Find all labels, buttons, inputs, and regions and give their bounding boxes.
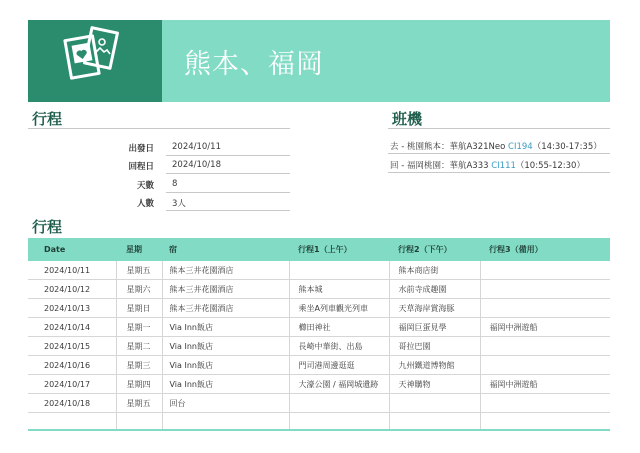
page-title: 熊本、福岡	[184, 49, 324, 80]
flights-heading: 班機	[392, 110, 423, 128]
schedule-table	[28, 238, 610, 431]
table-row	[28, 280, 610, 299]
table-cell[interactable]	[289, 394, 389, 413]
table-row	[28, 318, 610, 337]
table-cell[interactable]: 回台	[162, 394, 289, 413]
flight-outbound-time: （14:30-17:35）	[532, 142, 602, 152]
table-header-row	[28, 238, 610, 261]
flight-return-code[interactable]: CI111	[491, 161, 516, 171]
table-cell[interactable]	[480, 337, 610, 356]
table-cell[interactable]: 星期三	[116, 356, 162, 375]
flight-outbound-code[interactable]: CI194	[508, 142, 533, 152]
field-return-value: 2024/10/18	[172, 160, 221, 170]
field-departure-label: 出發日	[128, 144, 154, 154]
table-cell[interactable]: 門司港周邊逛逛	[289, 356, 389, 375]
field-people-value: 3人	[172, 199, 186, 209]
table-row	[28, 394, 610, 413]
header-banner	[28, 20, 610, 102]
table-cell[interactable]	[289, 261, 389, 280]
table-cell[interactable]: 星期五	[116, 261, 162, 280]
flight-return-route: 回 - 福岡桃園：華航A333	[390, 161, 492, 171]
table-cell[interactable]: 乘坐A列車觀光列車	[289, 299, 389, 318]
table-cell[interactable]	[480, 356, 610, 375]
table-cell[interactable]: 2024/10/15	[28, 337, 116, 356]
table-cell[interactable]	[116, 413, 162, 431]
table-cell[interactable]	[480, 299, 610, 318]
table-cell[interactable]	[480, 394, 610, 413]
table-cell[interactable]: 星期四	[116, 375, 162, 394]
table-cell[interactable]: 大濠公園 / 福岡城遺跡	[289, 375, 389, 394]
table-cell[interactable]: 熊本三井花園酒店	[162, 299, 289, 318]
photos-icon	[28, 20, 162, 102]
table-cell[interactable]: 福岡中洲遊船	[480, 318, 610, 337]
table-cell[interactable]: 2024/10/18	[28, 394, 116, 413]
field-departure-value: 2024/10/11	[172, 142, 221, 152]
table-cell[interactable]: Via Inn飯店	[162, 318, 289, 337]
table-cell[interactable]: 星期日	[116, 299, 162, 318]
table-cell[interactable]: 櫛田神社	[289, 318, 389, 337]
schedule-heading: 行程	[32, 218, 63, 236]
flight-underline	[388, 153, 610, 154]
table-row	[28, 413, 610, 431]
header-icon-panel	[28, 20, 162, 102]
table-cell[interactable]: Via Inn飯店	[162, 356, 289, 375]
table-cell[interactable]: 2024/10/12	[28, 280, 116, 299]
table-cell[interactable]: 天草海岸賞海豚	[389, 299, 480, 318]
table-cell[interactable]: 星期一	[116, 318, 162, 337]
column-header-lodging: 宿	[162, 238, 289, 261]
field-people-label: 人數	[136, 199, 154, 209]
flight-outbound	[390, 140, 602, 152]
field-days-label: 天數	[136, 181, 154, 191]
table-bottom-border	[28, 429, 610, 431]
table-cell[interactable]	[480, 413, 610, 431]
table-cell[interactable]: 2024/10/14	[28, 318, 116, 337]
flight-return	[390, 159, 585, 171]
table-row	[28, 337, 610, 356]
table-cell[interactable]: 長崎中華街、出島	[289, 337, 389, 356]
table-cell[interactable]: Via Inn飯店	[162, 337, 289, 356]
table-cell[interactable]: 熊本三井花園酒店	[162, 261, 289, 280]
table-cell[interactable]: 熊本商店街	[389, 261, 480, 280]
itinerary-heading: 行程	[32, 110, 63, 128]
table-cell[interactable]	[480, 261, 610, 280]
table-cell[interactable]: 2024/10/17	[28, 375, 116, 394]
column-header-plan2: 行程2（下午）	[389, 238, 480, 261]
table-row	[28, 375, 610, 394]
table-cell[interactable]: 天神購物	[389, 375, 480, 394]
table-cell[interactable]: 福岡巨蛋見學	[389, 318, 480, 337]
column-header-date: Date	[28, 238, 116, 261]
table-cell[interactable]	[389, 394, 480, 413]
field-underline	[166, 155, 290, 156]
flight-underline	[388, 172, 610, 173]
table-cell[interactable]: 九州鐵道博物館	[389, 356, 480, 375]
table-cell[interactable]: 熊本三井花園酒店	[162, 280, 289, 299]
flight-return-time: （10:55-12:30）	[515, 161, 585, 171]
field-underline	[166, 210, 290, 211]
table-cell[interactable]: 熊本城	[289, 280, 389, 299]
field-days-value: 8	[172, 179, 178, 189]
column-header-plan1: 行程1（上午）	[289, 238, 389, 261]
table-cell[interactable]: 2024/10/16	[28, 356, 116, 375]
field-return-label: 回程日	[128, 162, 154, 172]
table-cell[interactable]: Via Inn飯店	[162, 375, 289, 394]
table-row	[28, 356, 610, 375]
table-cell[interactable]	[389, 413, 480, 431]
field-underline	[166, 173, 290, 174]
flight-outbound-route: 去 - 桃園熊本：華航A321Neo	[390, 142, 509, 152]
table-cell[interactable]	[480, 280, 610, 299]
table-row	[28, 261, 610, 280]
itinerary-heading-underline	[28, 128, 290, 129]
table-cell[interactable]	[162, 413, 289, 431]
field-underline	[166, 192, 290, 193]
table-cell[interactable]: 星期六	[116, 280, 162, 299]
table-row	[28, 299, 610, 318]
flights-heading-underline	[388, 128, 610, 129]
table-cell[interactable]: 福岡中洲遊船	[480, 375, 610, 394]
table-cell[interactable]	[289, 413, 389, 431]
table-cell[interactable]: 2024/10/11	[28, 261, 116, 280]
table-cell[interactable]: 星期二	[116, 337, 162, 356]
table-cell[interactable]	[28, 413, 116, 431]
column-header-weekday: 星期	[116, 238, 162, 261]
table-cell[interactable]: 2024/10/13	[28, 299, 116, 318]
column-header-plan3: 行程3（備用）	[480, 238, 610, 261]
table-cell[interactable]: 哥拉巴園	[389, 337, 480, 356]
table-cell[interactable]: 星期五	[116, 394, 162, 413]
table-cell[interactable]: 水前寺成趣園	[389, 280, 480, 299]
